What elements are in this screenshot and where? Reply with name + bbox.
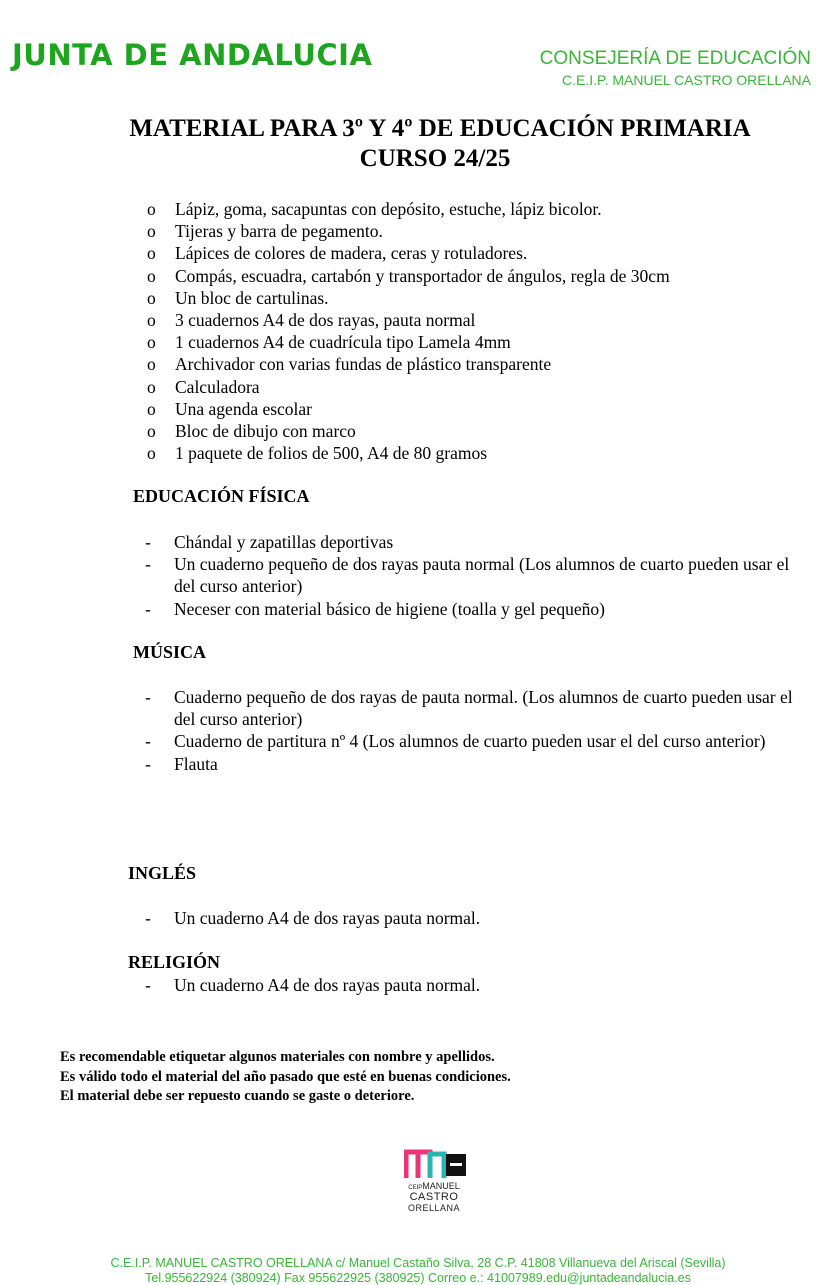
list-item-text: Una agenda escolar xyxy=(175,398,313,419)
list-item xyxy=(147,309,807,331)
junta-de-andalucia-logo-text: JUNTA DE ANDALUCIA xyxy=(12,38,373,72)
logo-manuel: MANUEL xyxy=(422,1181,460,1191)
list-item xyxy=(145,974,810,996)
dash-marker: - xyxy=(145,753,151,774)
list-item xyxy=(147,242,807,264)
musica-list xyxy=(145,686,810,775)
bullet-marker: o xyxy=(147,221,156,242)
footer-address: C.E.I.P. MANUEL CASTRO ORELLANA c/ Manuel Castaño Silva, 28 C.P. 41808 Villanueva del Ariscal (Sevilla) xyxy=(110,1256,726,1270)
bullet-marker: o xyxy=(147,332,156,353)
list-item xyxy=(147,376,807,398)
school-name-header: C.E.I.P. MANUEL CASTRO ORELLANA xyxy=(562,72,811,88)
list-item-text: Un cuaderno A4 de dos rayas pauta normal. xyxy=(174,975,481,995)
list-item-text: Cuaderno pequeño de dos rayas de pauta normal. (Los alumnos de cuarto pueden usar el del curso anterior) xyxy=(174,687,793,730)
note-line: Es válido todo el material del año pasado que esté en buenas condiciones. xyxy=(60,1068,511,1085)
logo-orellana: ORELLANA xyxy=(407,1203,461,1213)
dash-marker: - xyxy=(145,598,151,619)
list-item-text: 1 paquete de folios de 500, A4 de 80 gramos xyxy=(175,443,488,464)
section-heading-religion: RELIGIÓN xyxy=(128,952,221,972)
list-item-text: Flauta xyxy=(174,753,218,774)
section-heading-ingles: INGLÉS xyxy=(128,863,197,883)
list-item xyxy=(147,198,807,220)
list-item xyxy=(147,442,807,464)
dash-marker: - xyxy=(145,908,151,928)
dash-marker: - xyxy=(145,532,151,552)
consejeria-label: CONSEJERÍA DE EDUCACIÓN xyxy=(539,48,811,69)
bullet-marker: o xyxy=(147,376,156,397)
list-item xyxy=(145,598,810,620)
bullet-marker: o xyxy=(147,421,156,442)
section-heading-educacion-fisica: EDUCACIÓN FÍSICA xyxy=(133,486,310,506)
materials-list xyxy=(147,198,807,464)
list-item xyxy=(145,730,810,752)
list-item xyxy=(145,531,810,553)
religion-list xyxy=(145,974,810,996)
bullet-marker: o xyxy=(147,310,156,331)
logo-castro: CASTRO xyxy=(409,1191,459,1203)
bullet-marker: o xyxy=(147,243,156,264)
list-item-text: Compás, escuadra, cartabón y transportador de ángulos, regla de 30cm xyxy=(175,265,670,286)
list-item xyxy=(147,220,807,242)
footer-contact: Tel.955622924 (380924) Fax 955622925 (380925) Correo e.: 41007989.edu@juntadeandalucia.es xyxy=(145,1271,691,1285)
bullet-marker: o xyxy=(147,443,156,464)
list-item xyxy=(145,907,810,929)
list-item-text: Bloc de dibujo con marco xyxy=(175,421,356,442)
list-item xyxy=(147,331,807,353)
list-item-text: 1 cuadernos A4 de cuadrícula tipo Lamela 4mm xyxy=(175,332,511,353)
dash-marker: - xyxy=(145,687,151,707)
list-item xyxy=(145,553,810,597)
notes-block xyxy=(60,1048,511,1107)
note-line: El material debe ser repuesto cuando se gaste o deteriore. xyxy=(60,1088,415,1104)
ingles-list xyxy=(145,907,810,929)
list-item-text: Un cuaderno A4 de dos rayas pauta normal. xyxy=(174,908,481,928)
dash-marker: - xyxy=(145,554,151,575)
logo-ceip: CEIP xyxy=(408,1185,423,1191)
bullet-marker: o xyxy=(147,398,156,419)
list-item-text: Lápiz, goma, sacapuntas con depósito, estuche, lápiz bicolor. xyxy=(175,199,602,219)
list-item xyxy=(145,753,810,775)
list-item-text: Neceser con material básico de higiene (toalla y gel pequeño) xyxy=(174,598,605,619)
bullet-marker: o xyxy=(147,199,156,219)
list-item-text: Cuaderno de partitura nº 4 (Los alumnos de cuarto pueden usar el del curso anterior) xyxy=(174,731,766,752)
page-title: MATERIAL PARA 3º Y 4º DE EDUCACIÓN PRIMARIA xyxy=(129,115,751,142)
list-item-text: Lápices de colores de madera, ceras y rotuladores. xyxy=(175,243,528,264)
list-item xyxy=(147,398,807,420)
list-item-text: 3 cuadernos A4 de dos rayas, pauta normal xyxy=(175,310,476,331)
list-item-text: Tijeras y barra de pegamento. xyxy=(175,221,383,242)
list-item xyxy=(145,686,810,730)
bullet-marker: o xyxy=(147,287,156,308)
bullet-marker: o xyxy=(147,265,156,286)
list-item xyxy=(147,420,807,442)
dash-marker: - xyxy=(145,731,151,752)
list-item-text: Calculadora xyxy=(175,376,260,397)
course-year-title: CURSO 24/25 xyxy=(359,145,511,172)
section-heading-musica: MÚSICA xyxy=(133,642,207,662)
educacion-fisica-list xyxy=(145,531,810,620)
list-item-text: Un cuaderno pequeño de dos rayas pauta normal (Los alumnos de cuarto pueden usar el del curso anterior) xyxy=(174,554,790,597)
list-item-text: Chándal y zapatillas deportivas xyxy=(174,532,394,552)
school-logo-text xyxy=(398,1182,470,1214)
dash-marker: - xyxy=(145,975,151,995)
list-item xyxy=(147,287,807,309)
list-item-text: Un bloc de cartulinas. xyxy=(175,287,329,308)
list-item-text: Archivador con varias fundas de plástico transparente xyxy=(175,354,552,375)
list-item xyxy=(147,353,807,375)
school-logo-icon xyxy=(404,1148,468,1180)
note-line: Es recomendable etiquetar algunos materiales con nombre y apellidos. xyxy=(60,1049,495,1065)
bullet-marker: o xyxy=(147,354,156,375)
list-item xyxy=(147,265,807,287)
